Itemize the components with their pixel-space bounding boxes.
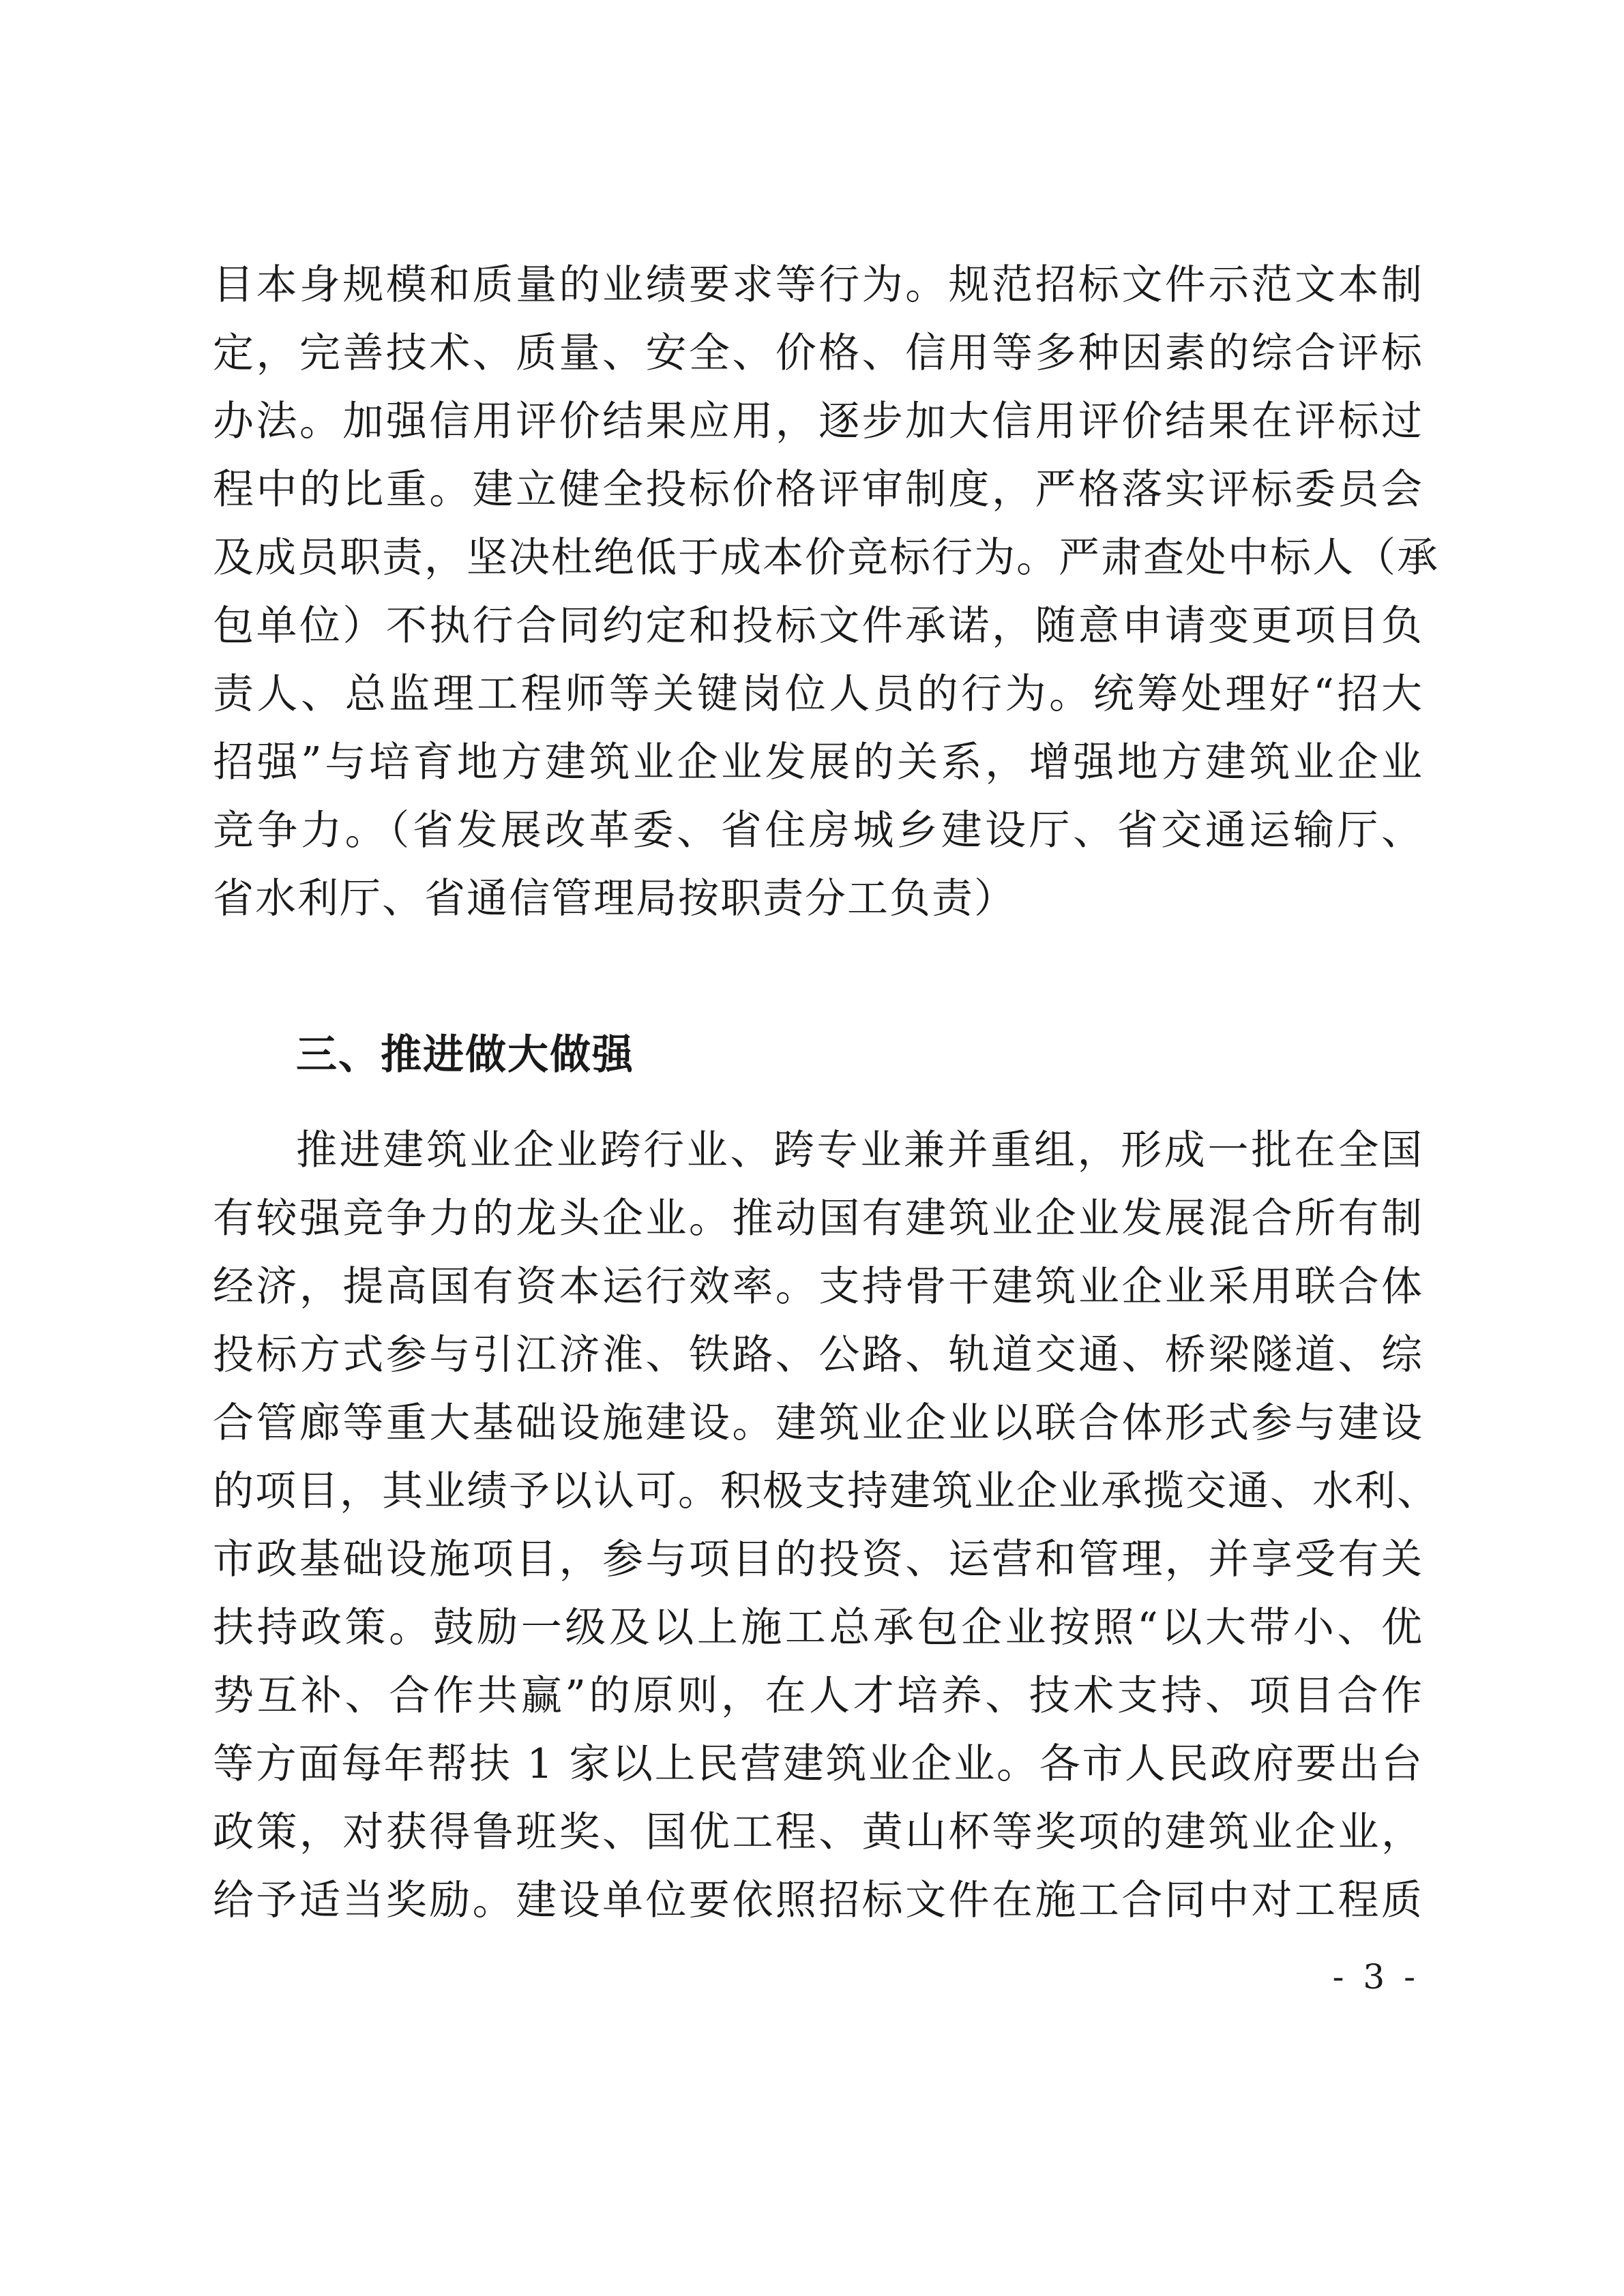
paragraph-line: 定，完善技术、质量、安全、价格、信用等多种因素的综合评标 [213, 329, 1423, 377]
paragraph-line: 市政基础设施项目，参与项目的投资、运营和管理，并享受有关 [213, 1536, 1423, 1583]
paragraph-line: 有较强竞争力的龙头企业。推动国有建筑业企业发展混合所有制 [213, 1195, 1423, 1242]
paragraph-line: 省水利厅、省通信管理局按职责分工负责） [213, 875, 1016, 923]
paragraph-line: 给予适当奖励。建设单位要依照招标文件在施工合同中对工程质 [213, 1877, 1423, 1924]
paragraph-line: 办法。加强信用评价结果应用，逐步加大信用评价结果在评标过 [213, 398, 1423, 445]
paragraph-line: 及成员职责，坚决杜绝低于成本价竞标行为。严肃查处中标人（承 [213, 534, 1439, 582]
paragraph-line: 等方面每年帮扶 1 家以上民营建筑业企业。各市人民政府要出台 [213, 1740, 1423, 1788]
paragraph-line: 竞争力。（省发展改革委、省住房城乡建设厅、省交通运输厅、 [213, 807, 1423, 854]
paragraph-line: 的项目，其业绩予以认可。积极支持建筑业企业承揽交通、水利、 [213, 1467, 1439, 1515]
paragraph-line: 经济，提高国有资本运行效率。支持骨干建筑业企业采用联合体 [213, 1263, 1423, 1311]
paragraph-line: 推进建筑业企业跨行业、跨专业兼并重组，形成一批在全国 [296, 1127, 1423, 1174]
section-heading: 三、推进做大做强 [296, 1031, 634, 1079]
paragraph-line: 包单位）不执行合同约定和投标文件承诺，随意申请变更项目负 [213, 602, 1423, 650]
paragraph-line: 扶持政策。鼓励一级及以上施工总承包企业按照“以大带小、优 [213, 1604, 1423, 1652]
paragraph-line: 程中的比重。建立健全投标价格评审制度，严格落实评标委员会 [213, 466, 1423, 513]
paragraph-line: 目本身规模和质量的业绩要求等行为。规范招标文件示范文本制 [213, 261, 1423, 309]
page-number: - 3 - [1332, 1957, 1419, 1997]
section-heading-block [213, 1021, 1423, 1089]
paragraph-line: 招强”与培育地方建筑业企业发展的关系，增强地方建筑业企业 [213, 739, 1423, 786]
paragraph-2 [213, 1116, 1439, 1935]
paragraph-line: 势互补、合作共赢”的原则，在人才培养、技术支持、项目合作 [213, 1672, 1423, 1720]
paragraph-line: 投标方式参与引江济淮、铁路、公路、轨道交通、桥梁隧道、综 [213, 1331, 1423, 1379]
paragraph-1 [213, 251, 1439, 933]
paragraph-line: 责人、总监理工程师等关键岗位人员的行为。统筹处理好“招大 [213, 670, 1423, 718]
paragraph-line: 政策，对获得鲁班奖、国优工程、黄山杯等奖项的建筑业企业， [213, 1808, 1423, 1856]
paragraph-line: 合管廊等重大基础设施建设。建筑业企业以联合体形式参与建设 [213, 1399, 1423, 1447]
